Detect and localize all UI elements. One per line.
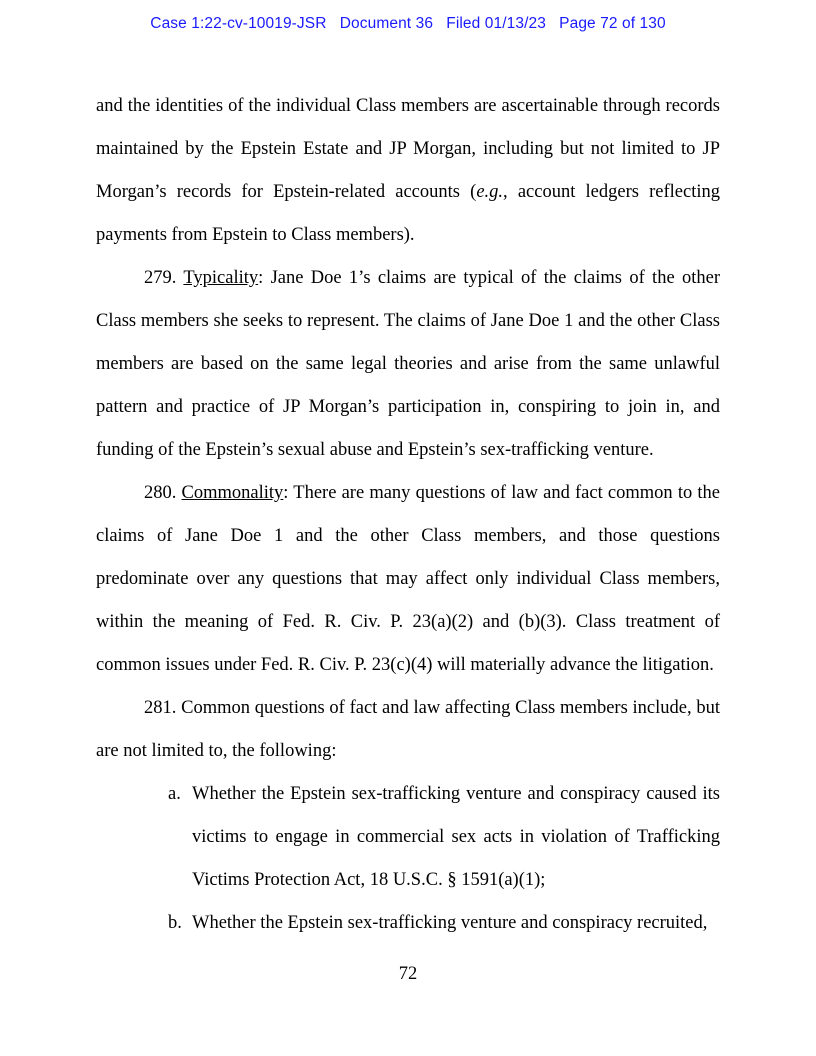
paragraph-heading: Typicality: [183, 268, 259, 288]
case-number: Case 1:22-cv-10019-JSR: [150, 15, 327, 32]
list-marker: b.: [168, 913, 182, 933]
document-body: [96, 85, 720, 945]
list-item: b. Whether the Epstein sex-trafficking venture and conspiracy recruited,: [192, 902, 720, 945]
list-marker: a.: [168, 784, 181, 804]
paragraph-number: 281.: [144, 698, 177, 718]
paragraph-281: 281. Common questions of fact and law affecting Class members include, but are not limited to, the following:: [96, 698, 721, 761]
document-number: Document 36: [339, 15, 434, 32]
page-number: 72: [398, 964, 418, 984]
question-list: [96, 773, 720, 945]
filed-date: Filed 01/13/23: [446, 15, 546, 32]
list-item: a. Whether the Epstein sex-trafficking venture and conspiracy caused its victims to engage in commercial sex acts in violation of Trafficking Victims Protection Act, 18 U.S.C. § 1591(a)(1);: [192, 773, 720, 902]
paragraph-280: 280. Commonality: There are many questions of law and fact common to the claims of Jane Doe 1 and the other Class members, and those questions predominate over any questions that may affect only individual Class members, within the meaning of Fed. R. Civ. P. 23(a)(2) and (b)(3). Class treatment of common issues under Fed. R. Civ. P. 23(c)(4) will materially advance the litigation.: [96, 483, 720, 675]
paragraph-number: 280.: [144, 483, 177, 503]
continuation-paragraph: and the identities of the individual Class members are ascertainable through records maintained by the Epstein Estate and JP Morgan, including but not limited to JP Morgan’s records for Epstein-related accounts (e.g., account ledgers reflecting payments from Epstein to Class members).: [96, 96, 720, 245]
paragraph-279: 279. Typicality: Jane Doe 1’s claims are typical of the claims of the other Class members she seeks to represent. The claims of Jane Doe 1 and the other Class members are based on the same legal theories and arise from the same unlawful pattern and practice of JP Morgan’s participation in, conspiring to join in, and funding of the Epstein’s sexual abuse and Epstein’s sex-trafficking venture.: [96, 268, 720, 460]
case-header: [0, 15, 816, 33]
paragraph-number: 279.: [144, 268, 177, 288]
paragraph-heading: Commonality: [181, 483, 284, 503]
page-of-total: Page 72 of 130: [559, 15, 666, 32]
